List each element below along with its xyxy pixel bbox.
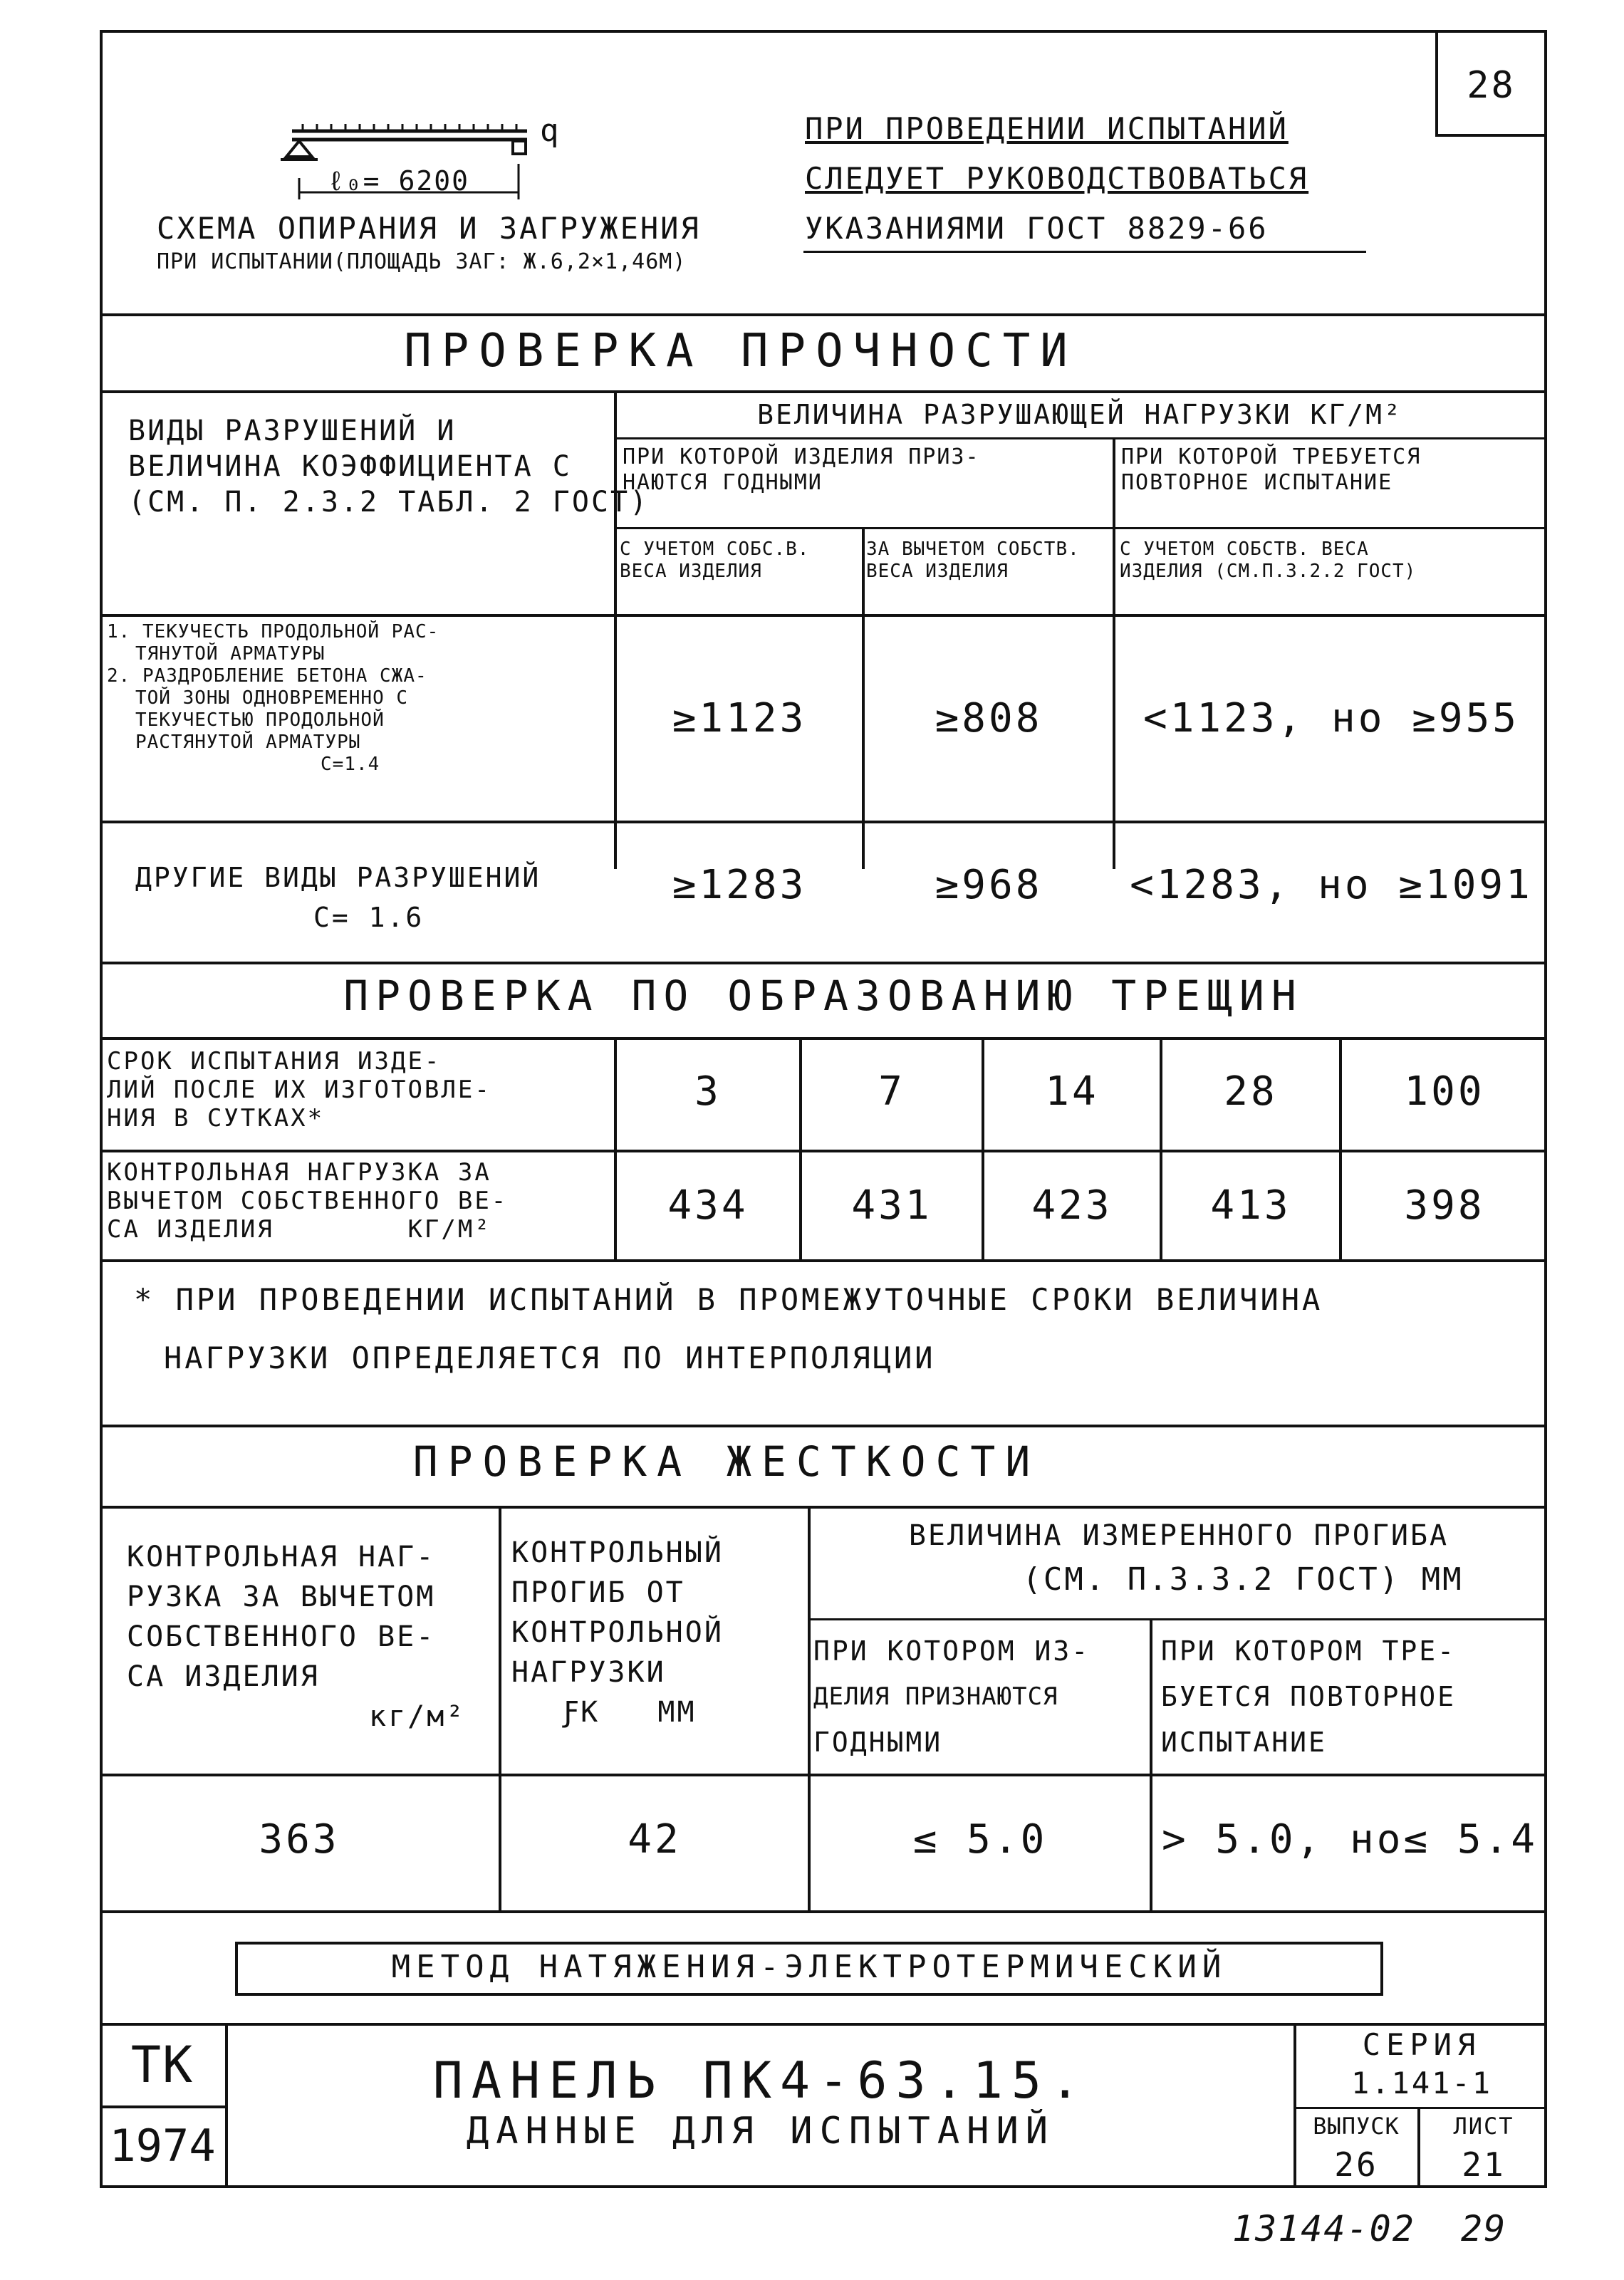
note-line-3: УКАЗАНИЯМИ ГОСТ 8829-66 xyxy=(805,211,1269,246)
cracks-load-3: 434 xyxy=(667,1182,749,1229)
method-text: МЕТОД НАТЯЖЕНИЯ-ЭЛЕКТРОТЕРМИЧЕСКИЙ xyxy=(391,1949,1227,1985)
cracks-footnote-1: * ПРИ ПРОВЕДЕНИИ ИСПЫТАНИЙ В ПРОМЕЖУТОЧНЫЕ СРОКИ ВЕЛИЧИНА xyxy=(134,1282,1323,1317)
strength-sub-without: ЗА ВЫЧЕТОМ СОБСТВ. ВЕСА ИЗДЕЛИЯ xyxy=(866,538,1080,582)
stiffness-col2: КОНТРОЛЬНЫЙ ПРОГИБ ОТ КОНТРОЛЬНОЙ НАГРУЗКИ ƑК ММ xyxy=(511,1536,724,1729)
stiffness-col3b: ПРИ КОТОРОМ ТРЕ- БУЕТСЯ ПОВТОРНОЕ ИСПЫТАНИЕ xyxy=(1161,1635,1457,1758)
stiffness-retest-value: > 5.0, но≤ 5.4 xyxy=(1161,1816,1538,1863)
cracks-load-14: 423 xyxy=(1031,1182,1113,1229)
cracks-load-7: 431 xyxy=(851,1182,932,1229)
series-value: 1.141-1 xyxy=(1350,2066,1492,2101)
cracks-term-label: СРОК ИСПЫТАНИЯ ИЗДЕ- ЛИЙ ПОСЛЕ ИХ ИЗГОТОВЛЕ- НИЯ В СУТКАХ* xyxy=(107,1047,491,1133)
bottom-code: 13144-02 29 xyxy=(1232,2208,1507,2249)
cracks-footnote-2: НАГРУЗКИ ОПРЕДЕЛЯЕТСЯ ПО ИНТЕРПОЛЯЦИИ xyxy=(164,1341,936,1375)
strength-row2-with: ≥1283 xyxy=(672,862,807,908)
strength-row2-retest: <1283, но ≥1091 xyxy=(1130,862,1533,908)
strength-sub-with: С УЧЕТОМ СОБС.В. ВЕСА ИЗДЕЛИЯ xyxy=(620,538,810,582)
note-line-2: СЛЕДУЕТ РУКОВОДСТВОВАТЬСЯ xyxy=(805,161,1309,196)
strength-title: ПРОВЕРКА ПРОЧНОСТИ xyxy=(404,325,1078,378)
cracks-load-label: КОНТРОЛЬНАЯ НАГРУЗКА ЗА ВЫЧЕТОМ СОБСТВЕННОГО ВЕ- СА ИЗДЕЛИЯ КГ/М² xyxy=(107,1158,509,1244)
cracks-term-28: 28 xyxy=(1224,1068,1278,1115)
strength-row1-without: ≥808 xyxy=(935,695,1043,741)
span-length: ℓ₀= 6200 xyxy=(328,165,469,197)
cracks-load-100: 398 xyxy=(1404,1182,1485,1229)
strength-col-load: ВЕЛИЧИНА РАЗРУШАЮЩЕЙ НАГРУЗКИ КГ/М² xyxy=(757,399,1402,430)
cracks-term-7: 7 xyxy=(878,1068,905,1115)
stiffness-col3: ВЕЛИЧИНА ИЗМЕРЕННОГО ПРОГИБА (СМ. П.3.3.2 ГОСТ) ММ xyxy=(908,1519,1464,1598)
year: 1974 xyxy=(109,2120,216,2172)
stiffness-title: ПРОВЕРКА ЖЕСТКОСТИ xyxy=(412,1437,1041,1486)
issue-label: ВЫПУСК xyxy=(1313,2113,1400,2140)
document-subtitle: ДАННЫЕ ДЛЯ ИСПЫТАНИЙ xyxy=(466,2110,1056,2153)
sheet-label: ЛИСТ xyxy=(1453,2113,1514,2140)
scheme-caption-1: СХЕМА ОПИРАНИЯ И ЗАГРУЖЕНИЯ xyxy=(157,211,701,246)
strength-col-retest: ПРИ КОТОРОЙ ТРЕБУЕТСЯ ПОВТОРНОЕ ИСПЫТАНИЕ xyxy=(1121,444,1422,495)
page-number: 28 xyxy=(1467,64,1516,107)
stiffness-col3a: ПРИ КОТОРОМ ИЗ- ДЕЛИЯ ПРИЗНАЮТСЯ ГОДНЫМИ xyxy=(813,1635,1091,1758)
stiffness-col1: КОНТРОЛЬНАЯ НАГ- РУЗКА ЗА ВЫЧЕТОМ СОБСТВЕННОГО ВЕ- СА ИЗДЕЛИЯ кг/м² xyxy=(127,1541,466,1733)
load-symbol: q xyxy=(540,113,561,149)
strength-row1-with: ≥1123 xyxy=(672,695,807,741)
scheme-caption-2: ПРИ ИСПЫТАНИИ(ПЛОЩАДЬ ЗАГ: Ж.6,2×1,46М) xyxy=(157,249,687,274)
strength-col-fit: ПРИ КОТОРОЙ ИЗДЕЛИЯ ПРИЗ- НАЮТСЯ ГОДНЫМИ xyxy=(623,444,980,495)
issue-value: 26 xyxy=(1334,2145,1378,2184)
sheet-value: 21 xyxy=(1462,2145,1506,2184)
stiffness-deflection-value: 42 xyxy=(628,1816,682,1863)
note-line-1: ПРИ ПРОВЕДЕНИИ ИСПЫТАНИЙ xyxy=(805,111,1289,146)
document-name: ПАНЕЛЬ ПК4-63.15. xyxy=(432,2051,1089,2110)
strength-row1-label: 1. ТЕКУЧЕСТЬ ПРОДОЛЬНОЙ РАС- ТЯНУТОЙ АРМАТУРЫ 2. РАЗДРОБЛЕНИЕ БЕТОНА СЖА- ТОЙ ЗОНЫ ОДНОВРЕМЕННО С ТЕКУЧЕСТЬЮ ПРОДОЛЬНОЙ РАСТЯНУТОЙ АРМАТУРЫ С=1.4 xyxy=(107,621,439,775)
strength-col-types: ВИДЫ РАЗРУШЕНИЙ И ВЕЛИЧИНА КОЭФФИЦИЕНТА С (СМ. П. 2.3.2 ТАБЛ. 2 ГОСТ) xyxy=(128,415,650,519)
cracks-load-28: 413 xyxy=(1210,1182,1291,1229)
strength-row2-without: ≥968 xyxy=(935,862,1043,908)
note-underline xyxy=(803,251,1366,253)
right-support xyxy=(513,141,526,154)
series-label: СЕРИЯ xyxy=(1362,2027,1482,2062)
stiffness-load-value: 363 xyxy=(259,1816,340,1863)
cracks-term-3: 3 xyxy=(694,1068,722,1115)
strength-row2-label: ДРУГИЕ ВИДЫ РАЗРУШЕНИЙ xyxy=(135,862,541,893)
cracks-term-14: 14 xyxy=(1045,1068,1099,1115)
strength-row2-coef: С= 1.6 xyxy=(313,902,425,933)
left-support xyxy=(286,141,312,157)
strength-sub-retest: С УЧЕТОМ СОБСТВ. ВЕСА ИЗДЕЛИЯ (СМ.П.3.2.2 ГОСТ) xyxy=(1120,538,1417,582)
tk-label: ТК xyxy=(130,2036,194,2094)
cracks-term-100: 100 xyxy=(1404,1068,1485,1115)
stiffness-fit-value: ≤ 5.0 xyxy=(912,1816,1048,1863)
cracks-title: ПРОВЕРКА ПО ОБРАЗОВАНИЮ ТРЕЩИН xyxy=(343,972,1303,1020)
strength-row1-retest: <1123, но ≥955 xyxy=(1142,695,1519,741)
